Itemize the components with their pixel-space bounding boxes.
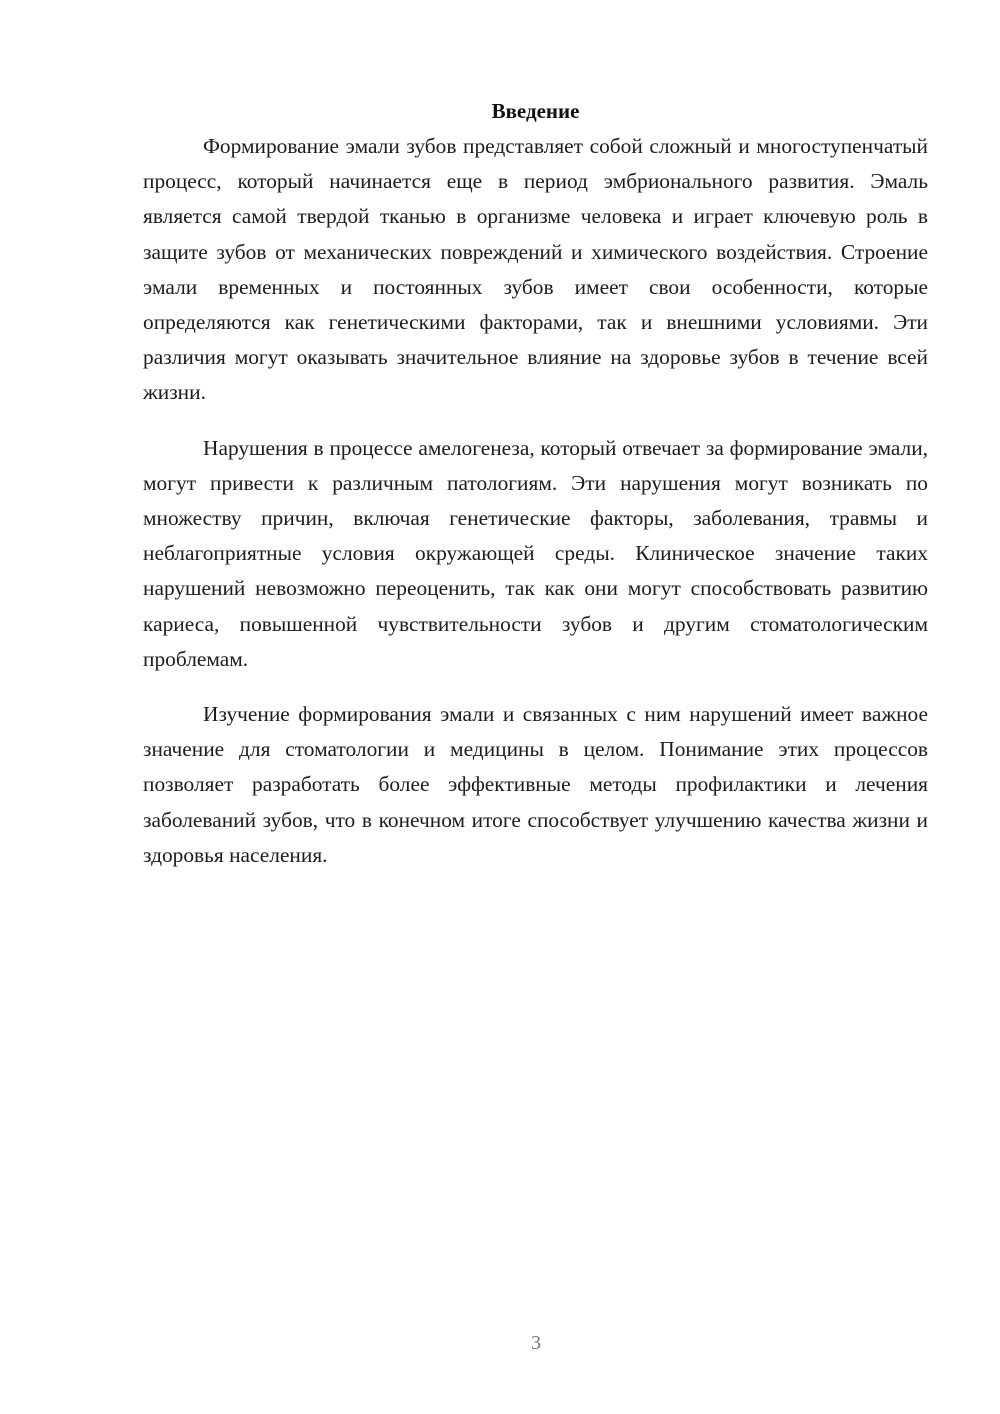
paragraph-2: Нарушения в процессе амелогенеза, который отвечает за формирование эмали, могут привести к различным патологиям. Эти нарушения могут возникать по множеству причин, включая генетические факторы, заболевания, травмы и неблагоприятные условия окружающей среды. Клиническое значение таких нарушений невозможно переоценить, так как они могут способствовать развитию кариеса, повышенной чувствительности зубов и другим стоматологическим проблемам. [143, 435, 928, 671]
page-number: 3 [531, 1332, 541, 1354]
paragraph-3: Изучение формирования эмали и связанных с ним нарушений имеет важное значение для стоматологии и медицины в целом. Понимание этих процессов позволяет разработать более эффективные методы профилактики и лечения заболеваний зубов, что в конечном итоге способствует улучшению качества жизни и здоровья населения. [143, 702, 928, 867]
section-title: Введение [491, 99, 580, 123]
paragraph-1: Формирование эмали зубов представляет собой сложный и многоступенчатый процесс, который начинается еще в период эмбрионального развития. Эмаль является самой твердой тканью в организме человека и играет ключевую роль в защите зубов от механических повреждений и химического воздействия. Строение эмали временных и постоянных зубов имеет свои особенности, которые определяются как генетическими факторами, так и внешними условиями. Эти различия могут оказывать значительное влияние на здоровье зубов в течение всей жизни. [143, 134, 928, 405]
page-content [143, 94, 928, 893]
